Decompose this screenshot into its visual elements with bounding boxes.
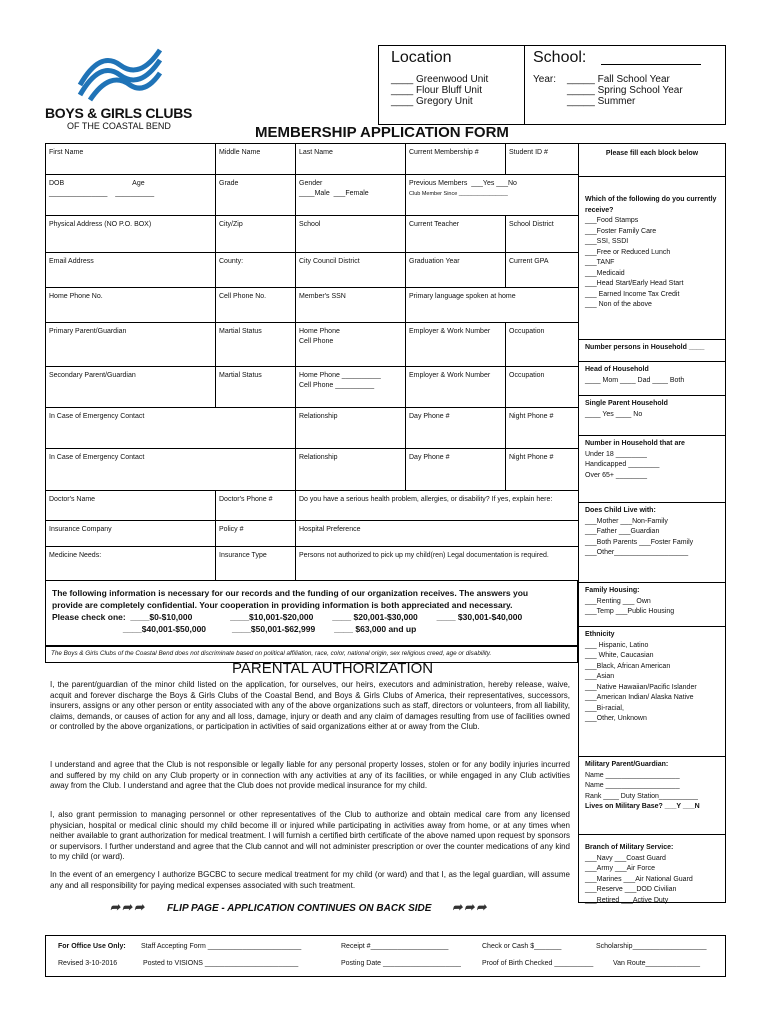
- boys-girls-clubs-logo-icon: [75, 45, 165, 103]
- location-school-box: [378, 45, 726, 125]
- single-options[interactable]: ____ Yes ____ No: [585, 410, 643, 418]
- insurance-company-field[interactable]: Insurance Company: [46, 521, 216, 547]
- year-option[interactable]: _____ Spring School Year: [567, 85, 683, 96]
- county-field[interactable]: County:: [216, 253, 296, 288]
- year-option[interactable]: _____ Summer: [567, 96, 636, 107]
- cell-phone-label: Cell Phone: [299, 338, 334, 345]
- receive-option[interactable]: ___Head Start/Early Head Start: [585, 280, 684, 287]
- male-option[interactable]: ____Male: [299, 190, 330, 197]
- school-name-field[interactable]: School: [296, 216, 406, 253]
- cell-phone-label: Cell Phone __________: [299, 382, 375, 389]
- emergency-contact-2-field[interactable]: In Case of Emergency Contact: [46, 449, 296, 491]
- middle-name-field[interactable]: Middle Name: [216, 144, 296, 175]
- email-field[interactable]: Email Address: [46, 253, 216, 288]
- military-label: Military Parent/Guardian:: [585, 761, 669, 768]
- ethnicity-option[interactable]: ___Bi-racial,: [585, 704, 624, 712]
- income-text: The following information is necessary for our records and the funding of our organization receives. The answers you: [52, 588, 529, 598]
- graduation-year-field[interactable]: Graduation Year: [406, 253, 506, 288]
- housing-option[interactable]: ___Temp ___Public Housing: [585, 608, 675, 615]
- previous-members-field[interactable]: [406, 175, 579, 216]
- location-list: [391, 74, 488, 107]
- branch-option[interactable]: ___Retired ___Active Duty: [585, 896, 669, 904]
- handicapped-field[interactable]: Handicapped ________: [585, 461, 660, 468]
- student-id-field[interactable]: Student ID #: [506, 144, 579, 175]
- year-label: Year:: [533, 74, 556, 85]
- pickup-field[interactable]: Persons not authorized to pick up my child(ren) Legal documentation is required.: [296, 547, 579, 581]
- address-field[interactable]: Physical Address (NO P.O. BOX): [46, 216, 216, 253]
- secondary-guardian-field[interactable]: Secondary Parent/Guardian: [46, 367, 216, 408]
- flip-text: FLIP PAGE - APPLICATION CONTINUES ON BACK SIDE: [166, 903, 432, 914]
- lives-label: Does Child Live with:: [585, 507, 656, 514]
- gpa-field[interactable]: Current GPA: [506, 253, 579, 288]
- last-name-field[interactable]: Last Name: [296, 144, 406, 175]
- posted-field[interactable]: Posted to VISIONS ________________________: [143, 960, 299, 967]
- ssn-field[interactable]: Member's SSN: [296, 288, 406, 323]
- lives-option[interactable]: ___Father ___Guardian: [585, 528, 660, 535]
- ethnicity-option[interactable]: ___Other, Unknown: [585, 715, 647, 722]
- ethnicity-option[interactable]: ___American Indian/ Alaska Native: [585, 694, 694, 701]
- ethnicity-option[interactable]: ___Asian: [585, 673, 615, 680]
- medicine-field[interactable]: Medicine Needs:: [46, 547, 216, 581]
- logo-subtitle: OF THE COASTAL BEND: [67, 121, 171, 131]
- proof-field[interactable]: Proof of Birth Checked __________: [482, 960, 594, 967]
- night-phone-1-field[interactable]: Night Phone #: [506, 408, 579, 449]
- home-phone-field[interactable]: Home Phone No.: [46, 288, 216, 323]
- office-label: For Office Use Only:: [58, 943, 126, 950]
- grade-field[interactable]: Grade: [216, 175, 296, 216]
- staff-field[interactable]: Staff Accepting Form ________________________: [141, 943, 302, 950]
- home-phone-label: Home Phone: [299, 328, 340, 335]
- child-lives-with: [579, 502, 725, 582]
- emergency-contact-1-field[interactable]: In Case of Emergency Contact: [46, 408, 296, 449]
- school-district-field[interactable]: School District: [506, 216, 579, 253]
- form-title: MEMBERSHIP APPLICATION FORM: [255, 124, 509, 141]
- year-option[interactable]: _____ Fall School Year: [567, 74, 670, 85]
- logo: [45, 45, 220, 135]
- school-field[interactable]: [601, 64, 701, 65]
- policy-field[interactable]: Policy #: [216, 521, 296, 547]
- housing-option[interactable]: ___Renting ___ Own: [585, 597, 651, 605]
- ethnicity-option[interactable]: ___Black, African American: [585, 662, 671, 670]
- receive-option[interactable]: ___Medicaid: [585, 269, 625, 277]
- first-name-field[interactable]: First Name: [46, 144, 216, 175]
- location-title: Location: [391, 49, 452, 66]
- housing-label: Family Housing:: [585, 587, 640, 594]
- income-section: [45, 580, 578, 646]
- age-line: __________: [115, 190, 155, 197]
- single-label: Single Parent Household: [585, 400, 668, 407]
- city-zip-field[interactable]: City/Zip: [216, 216, 296, 253]
- relationship-2-field[interactable]: Relationship: [296, 449, 406, 491]
- primary-occupation-field[interactable]: Occupation: [506, 323, 579, 367]
- household-are: [579, 435, 725, 493]
- branch-option[interactable]: ___Reserve ___DOD Civilian: [585, 886, 677, 893]
- day-phone-1-field[interactable]: Day Phone #: [406, 408, 506, 449]
- ethnicity-section: [579, 626, 725, 751]
- branch-label: Branch of Military Service:: [585, 844, 674, 851]
- dob-line: _______________: [49, 190, 108, 197]
- location-option[interactable]: ____ Flour Bluff Unit: [391, 85, 482, 96]
- receipt-field[interactable]: Receipt #____________________: [341, 943, 449, 950]
- dob-label: DOB: [49, 180, 65, 187]
- under18-field[interactable]: Under 18 ________: [585, 450, 647, 458]
- income-options[interactable]: Please check one: ____$0-$10,000 ____$10,001-$20,000 ____ $20,001-$30,000 ____ $30,001-$40,000: [52, 612, 523, 622]
- revised-date: Revised 3-10-2016: [58, 960, 118, 967]
- location-option[interactable]: ____ Gregory Unit: [391, 96, 473, 107]
- receive-section: [579, 176, 725, 346]
- receive-option[interactable]: ___Free or Reduced Lunch: [585, 248, 671, 256]
- medical-paragraph: I, also grant permission to managing personnel or other representatives of the Club to authorize and obtain medical care from any licensed physician, hospital or medical clinic should my child become ill or injured while participating in activities away from home, or at any times when neither available to grant authorization for medical treatment. I will furnish a certified birth certificate of the above named upon request by sponsors or supervisors. I further understand and agree that the Club cannot and will not administer prescription or over the counter medications of any kind to my child (or ward).: [50, 810, 570, 861]
- secondary-occupation-field[interactable]: Occupation: [506, 367, 579, 408]
- receive-option[interactable]: ___ Earned Income Tax Credit: [585, 290, 680, 298]
- school-title: School:: [533, 49, 587, 66]
- age-label: Age: [132, 180, 145, 187]
- military-name-field[interactable]: Name ___________________: [585, 782, 680, 789]
- secondary-phone-field[interactable]: [296, 367, 406, 408]
- doctor-phone-field[interactable]: Doctor's Phone #: [216, 491, 296, 521]
- receive-option[interactable]: ___Food Stamps: [585, 217, 639, 224]
- branch-option[interactable]: ___Army ___Air Force: [585, 865, 656, 872]
- female-option[interactable]: ___Female: [333, 190, 369, 197]
- teacher-field[interactable]: Current Teacher: [406, 216, 506, 253]
- parental-title: PARENTAL AUTHORIZATION: [232, 660, 434, 677]
- receive-option[interactable]: ___ Non of the above: [585, 301, 652, 308]
- primary-guardian-field[interactable]: Primary Parent/Guardian: [46, 323, 216, 367]
- cell-phone-field[interactable]: Cell Phone No.: [216, 288, 296, 323]
- health-problem-field[interactable]: Do you have a serious health problem, allergies, or disability? If yes, explain here:: [296, 491, 579, 521]
- receive-option[interactable]: ___TANF: [585, 259, 615, 266]
- head-of-household: [579, 361, 725, 398]
- military-section: [579, 756, 725, 836]
- income-options[interactable]: ____$40,001-$50,000 ____$50,001-$62,999 ____ $63,000 and up: [52, 624, 417, 634]
- council-district-field[interactable]: City Council District: [296, 253, 406, 288]
- arrow-icon: ➦➦➦: [452, 900, 489, 914]
- emergency-paragraph: In the event of an emergency I authorize BGCBC to secure medical treatment for my child (or ward) and that I, as the legal guardian, will assume any and all responsibility for paying medical expenses associated with such treatment.: [50, 870, 570, 890]
- ethnicity-option[interactable]: ___ White, Caucasian: [585, 652, 654, 659]
- night-phone-2-field[interactable]: Night Phone #: [506, 449, 579, 491]
- over65-field[interactable]: Over 65+ ________: [585, 471, 648, 479]
- insurance-type-field[interactable]: Insurance Type: [216, 547, 296, 581]
- head-label: Head of Household: [585, 366, 649, 373]
- membership-grid: [45, 143, 579, 581]
- hospital-field[interactable]: Hospital Preference: [296, 521, 579, 547]
- previous-members-label: Previous Members: [409, 180, 468, 187]
- doctor-name-field[interactable]: Doctor's Name: [46, 491, 216, 521]
- club-member-since[interactable]: Club Member Since ________________: [409, 191, 508, 197]
- primary-phone-field[interactable]: [296, 323, 406, 367]
- arrow-icon: ➦➦➦: [110, 900, 147, 914]
- rank-duty-field[interactable]: Rank ____ Duty Station__________: [585, 792, 698, 800]
- head-options[interactable]: ____ Mom ____ Dad ____ Both: [585, 376, 685, 384]
- secondary-marital-field[interactable]: Martial Status: [216, 367, 296, 408]
- num-are-label: Number in Household that are: [585, 440, 685, 447]
- primary-employer-field[interactable]: Employer & Work Number: [406, 323, 506, 367]
- gender-label: Gender: [299, 180, 323, 187]
- day-phone-2-field[interactable]: Day Phone #: [406, 449, 506, 491]
- sidebar-header: Please fill each block below: [605, 150, 699, 157]
- scholarship-field[interactable]: Scholarship___________________: [596, 943, 707, 950]
- military-name-field[interactable]: Name ___________________: [585, 771, 680, 779]
- branch-option[interactable]: ___Navy ___Coast Guard: [585, 854, 666, 862]
- household-sidebar: [578, 143, 726, 903]
- ethnicity-option[interactable]: ___Native Hawaiian/Pacific Islander: [585, 683, 697, 691]
- household-count[interactable]: Number persons in Household ____: [579, 339, 725, 359]
- flip-notice: [110, 900, 488, 914]
- relationship-1-field[interactable]: Relationship: [296, 408, 406, 449]
- lives-option[interactable]: ___Other___________________: [585, 549, 689, 556]
- release-paragraph: I, the parent/guardian of the minor child listed on the application, for ourselves, our heirs, executors and administration, hereby release, waive, acquit and forever discharge the Boys & Girls Clubs of the Coastal Bend, and Boys & Girls Clubs of America, their representatives, successors, insurers, assigns or any other person or entity associated with any of the above organizations such as staff, directors or volunteers, from all liability, claims, demands, or causes of action for any and all loss, damage, injury or death and any claim of damages resulting from use of facilities owned or controlled by the above organizations, or participation in activities of said organizations either at or away from the Club.: [50, 680, 570, 731]
- receive-option[interactable]: ___SSI, SSDI: [585, 238, 629, 245]
- year-list: [567, 74, 683, 107]
- membership-number-field[interactable]: Current Membership #: [406, 144, 506, 175]
- logo-name: BOYS & GIRLS CLUBS: [45, 105, 193, 121]
- income-text: provide are completely confidential. Your cooperation in providing information is both appreciated and necessary.: [52, 600, 513, 610]
- ethnicity-label: Ethnicity: [585, 631, 615, 638]
- check-field[interactable]: Check or Cash $_______: [482, 943, 562, 950]
- liability-paragraph: I understand and agree that the Club is not responsible or legally liable for any personal property losses, stolen or for any bodily injuries incurred and suffered by my child on any Club property or in connection with any activities at any of its facilities, or while engaged in any Club activities away from the Club. I understand and agree that the Club does not provide medical insurance for my child.: [50, 760, 570, 790]
- branch-option[interactable]: ___Marines ___Air National Guard: [585, 875, 693, 883]
- office-use-box: [45, 935, 726, 977]
- location-option[interactable]: ____ Greenwood Unit: [391, 74, 489, 85]
- van-route-field[interactable]: Van Route______________: [613, 960, 701, 967]
- secondary-employer-field[interactable]: Employer & Work Number: [406, 367, 506, 408]
- receive-option[interactable]: ___Foster Family Care: [585, 227, 657, 235]
- branch-section: [579, 834, 725, 902]
- home-phone-label: Home Phone __________: [299, 372, 381, 379]
- family-housing: [579, 582, 725, 624]
- previous-members-options[interactable]: ___Yes ___No: [471, 180, 517, 187]
- receive-question: Which of the following do you currently receive?: [585, 196, 717, 214]
- posting-date-field[interactable]: Posting Date ____________________: [341, 960, 461, 967]
- dob-age-field[interactable]: [46, 175, 216, 216]
- nondiscrimination-note: The Boys & Girls Clubs of the Coastal Bend does not discriminate based on political affiliation, race, color, national origin, sex religious creed, age or disability.: [45, 646, 578, 663]
- military-base-option[interactable]: Lives on Military Base? ___Y ___N: [585, 803, 700, 810]
- lives-option[interactable]: ___Both Parents ___Foster Family: [585, 538, 694, 546]
- gender-field[interactable]: [296, 175, 406, 216]
- ethnicity-option[interactable]: ___ Hispanic, Latino: [585, 641, 649, 649]
- single-parent: [579, 395, 725, 429]
- primary-marital-field[interactable]: Martial Status: [216, 323, 296, 367]
- lives-option[interactable]: ___Mother ___Non-Family: [585, 517, 668, 525]
- language-field[interactable]: Primary language spoken at home: [406, 288, 579, 323]
